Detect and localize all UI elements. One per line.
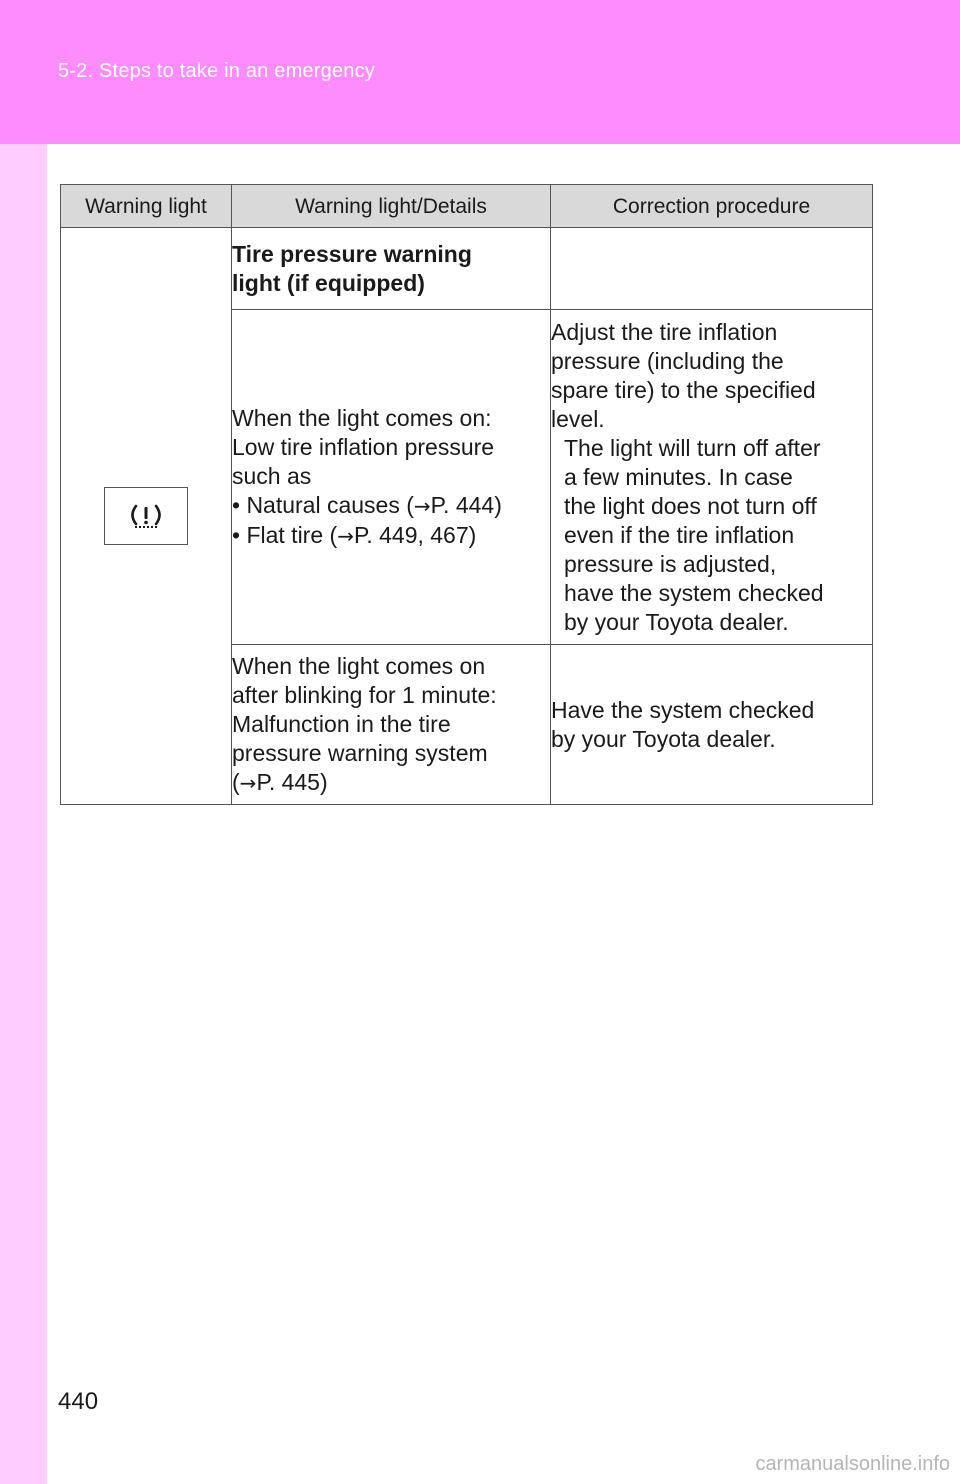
correction-note-line: by your Toyota dealer.	[564, 608, 789, 635]
correction-line: Have the system checked	[551, 696, 815, 723]
details-line-flat-tire	[232, 521, 550, 551]
tire-pressure-title-line: Tire pressure warning	[232, 240, 472, 267]
section-title: 5-2. Steps to take in an emergency	[58, 60, 375, 82]
page-number: 440	[58, 1388, 99, 1415]
tire-pressure-warning-icon	[104, 487, 188, 545]
details-line: When the light comes on:	[232, 404, 492, 431]
details-line: When the light comes on	[232, 652, 486, 679]
details-line-page-ref	[232, 768, 550, 798]
malfunction-correction-cell	[551, 645, 873, 805]
details-line: after blinking for 1 minute:	[232, 681, 497, 708]
watermark: carmanualsonline.info	[755, 1453, 950, 1475]
details-text: • Flat tire (	[232, 521, 338, 548]
low-pressure-correction-cell	[551, 310, 873, 645]
warning-light-cell	[61, 228, 232, 805]
arrow-right-icon: →	[239, 770, 257, 795]
warning-light-table	[60, 184, 873, 805]
arrow-right-icon: →	[337, 523, 354, 548]
correction-note-line: pressure is adjusted,	[564, 550, 777, 577]
details-text: • Natural causes (	[232, 491, 414, 518]
page-reference-link[interactable]: P. 445)	[256, 768, 328, 795]
table-header-row	[61, 185, 873, 228]
tire-pressure-title-cell	[232, 228, 551, 310]
details-line: Low tire inflation pressure	[232, 433, 495, 460]
correction-line: level.	[551, 405, 605, 432]
details-text: (	[232, 768, 240, 795]
malfunction-details-cell	[232, 645, 551, 805]
correction-note-line: have the system checked	[564, 579, 824, 606]
correction-note-line: The light will turn off after	[564, 434, 821, 461]
details-line: pressure warning system	[232, 739, 488, 766]
tire-pressure-warning-icon-graphic	[123, 500, 169, 532]
correction-line: Adjust the tire inflation	[551, 318, 778, 345]
header-band	[0, 0, 960, 144]
tire-pressure-title-line: light (if equipped)	[232, 269, 425, 296]
correction-line: by your Toyota dealer.	[551, 725, 776, 752]
correction-note-line: even if the tire inflation	[564, 521, 795, 548]
low-pressure-details-cell	[232, 310, 551, 645]
details-line-natural-causes	[232, 491, 550, 521]
correction-line: spare tire) to the specified	[551, 376, 816, 403]
column-header-warning-light: Warning light	[61, 185, 232, 228]
page-reference-link[interactable]: P. 444)	[430, 491, 502, 518]
arrow-right-icon: →	[413, 493, 431, 518]
table-row	[61, 228, 873, 310]
correction-line: pressure (including the	[551, 347, 784, 374]
correction-note-line: a few minutes. In case	[564, 463, 793, 490]
details-line: such as	[232, 462, 312, 489]
column-header-details: Warning light/Details	[232, 185, 551, 228]
page-reference-link[interactable]: P. 449, 467)	[353, 521, 477, 548]
empty-correction-cell	[551, 228, 873, 310]
column-header-correction: Correction procedure	[551, 185, 873, 228]
correction-note-line: the light does not turn off	[564, 492, 817, 519]
side-band	[0, 144, 47, 1484]
correction-note	[551, 434, 872, 637]
details-line: Malfunction in the tire	[232, 710, 451, 737]
